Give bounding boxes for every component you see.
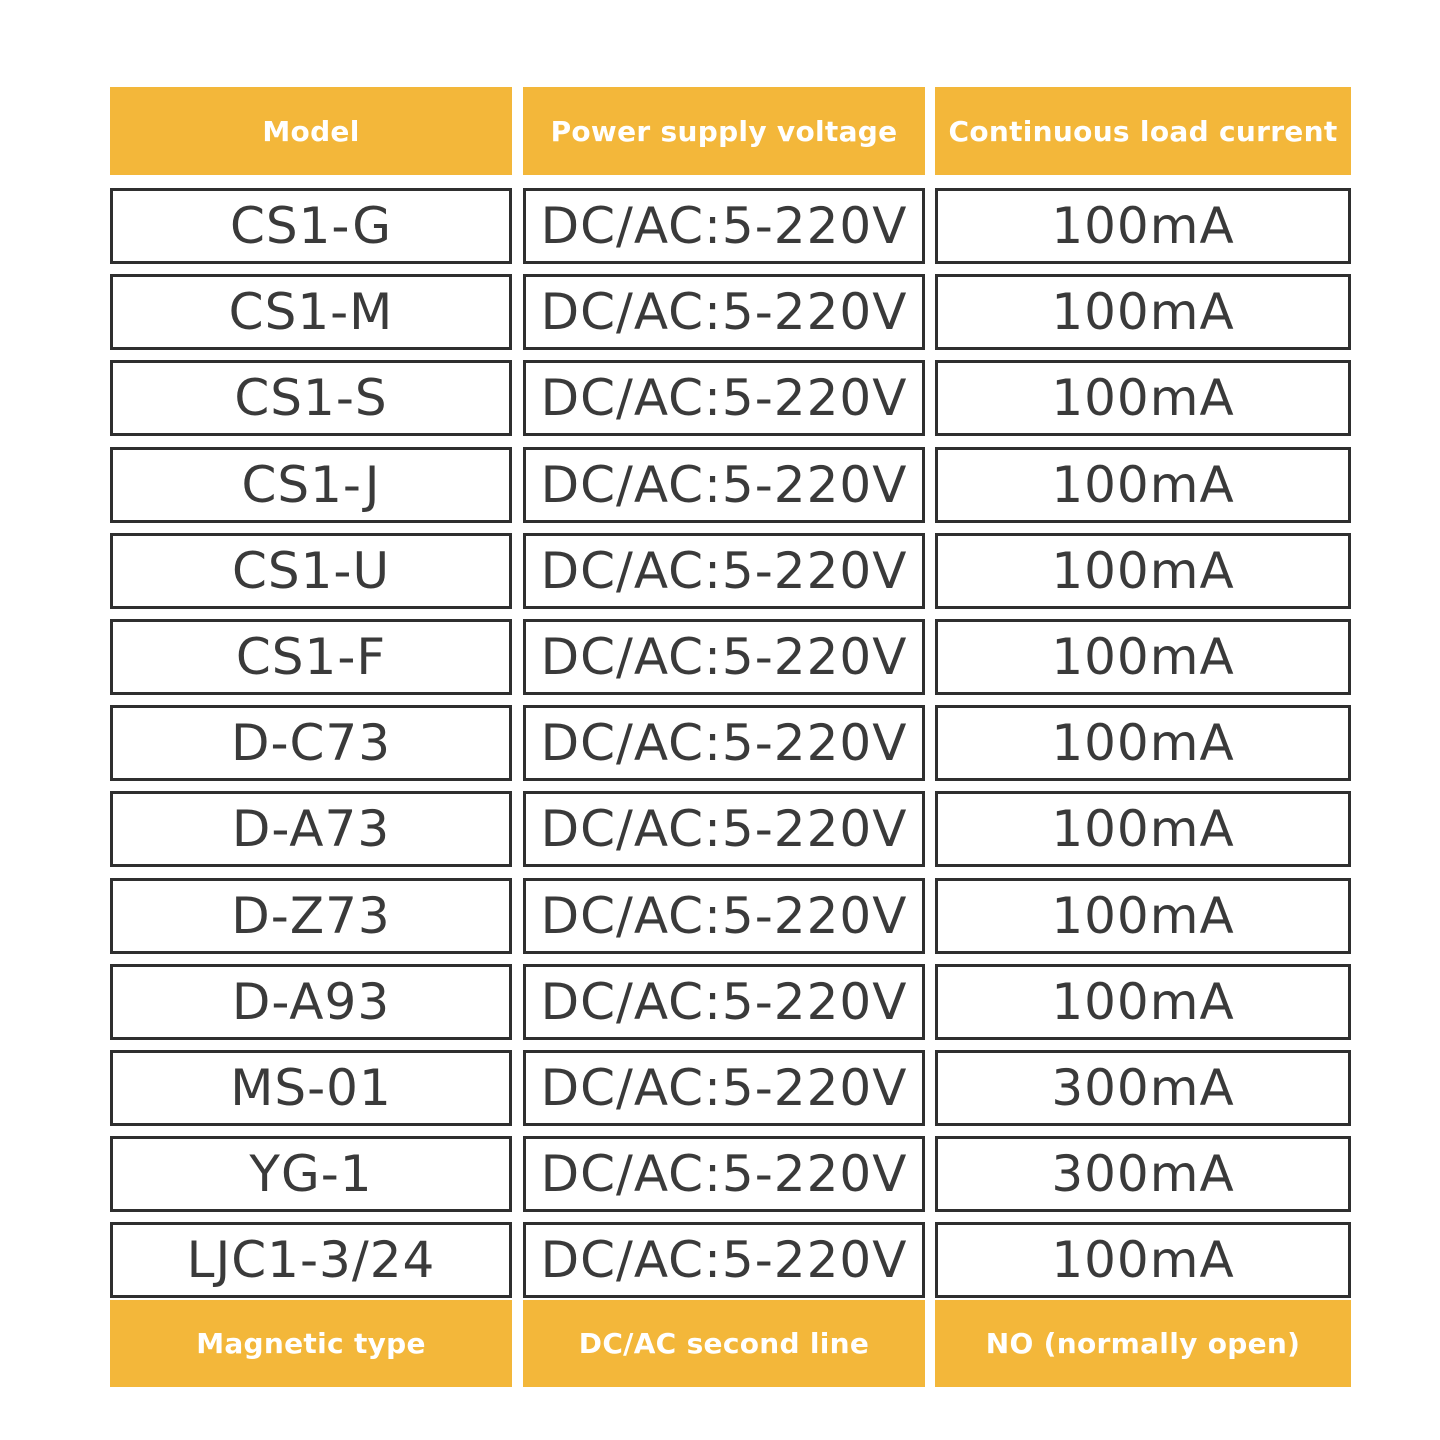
voltage-cell: DC/AC:5-220V <box>523 533 925 609</box>
current-cell: 100mA <box>935 878 1351 954</box>
current-cell: 300mA <box>935 1136 1351 1212</box>
current-cell: 100mA <box>935 619 1351 695</box>
current-cell: 100mA <box>935 705 1351 781</box>
voltage-cell: DC/AC:5-220V <box>523 705 925 781</box>
model-cell: D-A73 <box>110 791 512 867</box>
voltage-cell: DC/AC:5-220V <box>523 447 925 523</box>
header-power-supply-voltage: Power supply voltage <box>523 87 925 175</box>
current-cell: 100mA <box>935 964 1351 1040</box>
model-cell: CS1-U <box>110 533 512 609</box>
model-cell: YG-1 <box>110 1136 512 1212</box>
current-cell: 100mA <box>935 360 1351 436</box>
model-cell: D-A93 <box>110 964 512 1040</box>
footer-second-line: DC/AC second line <box>523 1300 925 1387</box>
current-cell: 100mA <box>935 188 1351 264</box>
current-cell: 100mA <box>935 791 1351 867</box>
model-cell: D-C73 <box>110 705 512 781</box>
model-cell: CS1-F <box>110 619 512 695</box>
model-cell: LJC1-3/24 <box>110 1222 512 1298</box>
voltage-cell: DC/AC:5-220V <box>523 274 925 350</box>
voltage-cell: DC/AC:5-220V <box>523 1050 925 1126</box>
voltage-cell: DC/AC:5-220V <box>523 964 925 1040</box>
model-cell: CS1-S <box>110 360 512 436</box>
header-model: Model <box>110 87 512 175</box>
voltage-cell: DC/AC:5-220V <box>523 1136 925 1212</box>
voltage-cell: DC/AC:5-220V <box>523 360 925 436</box>
header-continuous-load-current: Continuous load current <box>935 87 1351 175</box>
current-cell: 100mA <box>935 274 1351 350</box>
model-cell: CS1-M <box>110 274 512 350</box>
current-cell: 100mA <box>935 447 1351 523</box>
footer-magnetic-type: Magnetic type <box>110 1300 512 1387</box>
model-cell: CS1-G <box>110 188 512 264</box>
model-cell: D-Z73 <box>110 878 512 954</box>
footer-normally-open: NO (normally open) <box>935 1300 1351 1387</box>
current-cell: 100mA <box>935 533 1351 609</box>
current-cell: 300mA <box>935 1050 1351 1126</box>
voltage-cell: DC/AC:5-220V <box>523 1222 925 1298</box>
model-cell: MS-01 <box>110 1050 512 1126</box>
current-cell: 100mA <box>935 1222 1351 1298</box>
model-cell: CS1-J <box>110 447 512 523</box>
voltage-cell: DC/AC:5-220V <box>523 878 925 954</box>
voltage-cell: DC/AC:5-220V <box>523 619 925 695</box>
voltage-cell: DC/AC:5-220V <box>523 188 925 264</box>
voltage-cell: DC/AC:5-220V <box>523 791 925 867</box>
